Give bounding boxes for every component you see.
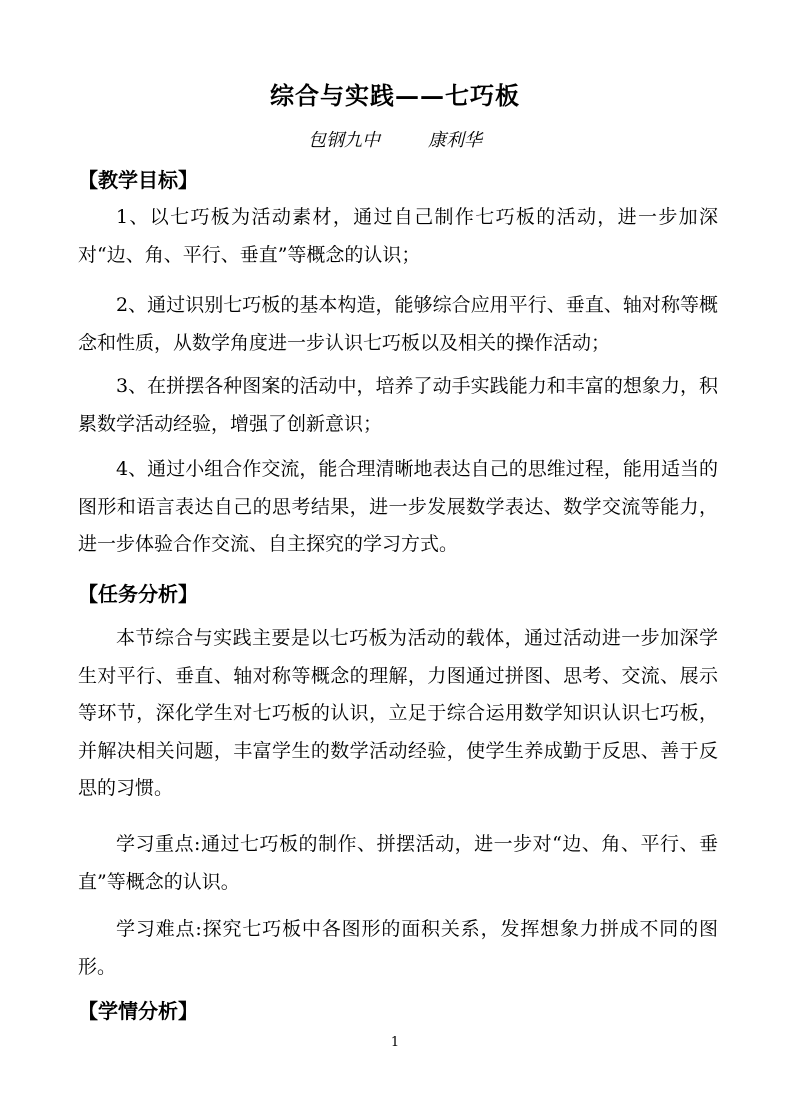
difficulty-paragraph: 学习难点:探究七巧板中各图形的面积关系，发挥想象力拼成不同的图形。 xyxy=(78,918,718,978)
school-name: 包钢九中 xyxy=(308,130,380,151)
page-number: 1 xyxy=(390,1035,400,1050)
author-line xyxy=(0,128,790,154)
page-title: 综合与实践——七巧板 xyxy=(270,81,520,110)
key-point-paragraph: 学习重点:通过七巧板的制作、拼摆活动，进一步对“边、角、平行、垂直”等概念的认识。 xyxy=(78,833,718,893)
goal-item-4: 4、通过小组合作交流，能合理清晰地表达自己的思维过程，能用适当的图形和语言表达自己的思考结果，进一步发展数学表达、数学交流等能力，进一步体验合作交流、自主探究的学习方式。 xyxy=(78,458,718,555)
section-heading-task: 【任务分析】 xyxy=(78,582,198,606)
goal-item-1: 1、以七巧板为活动素材，通过自己制作七巧板的活动，进一步加深对“边、角、平行、垂直”等概念的认识； xyxy=(78,206,718,266)
task-analysis-paragraph: 本节综合与实践主要是以七巧板为活动的载体，通过活动进一步加深学生对平行、垂直、轴对称等概念的理解，力图通过拼图、思考、交流、展示等环节，深化学生对七巧板的认识，立足于综合运用数学知识认识七巧板，并解决相关问题，丰富学生的数学活动经验，使学生养成勤于反思、善于反思的习惯。 xyxy=(78,627,718,799)
section-heading-learner: 【学情分析】 xyxy=(78,999,198,1023)
section-heading-goals: 【教学目标】 xyxy=(78,168,198,192)
goal-item-3: 3、在拼摆各种图案的活动中，培养了动手实践能力和丰富的想象力，积累数学活动经验，增强了创新意识； xyxy=(78,375,718,435)
author-name: 康利华 xyxy=(428,130,482,151)
goal-item-2: 2、通过识别七巧板的基本构造，能够综合应用平行、垂直、轴对称等概念和性质，从数学角度进一步认识七巧板以及相关的操作活动； xyxy=(78,294,718,354)
